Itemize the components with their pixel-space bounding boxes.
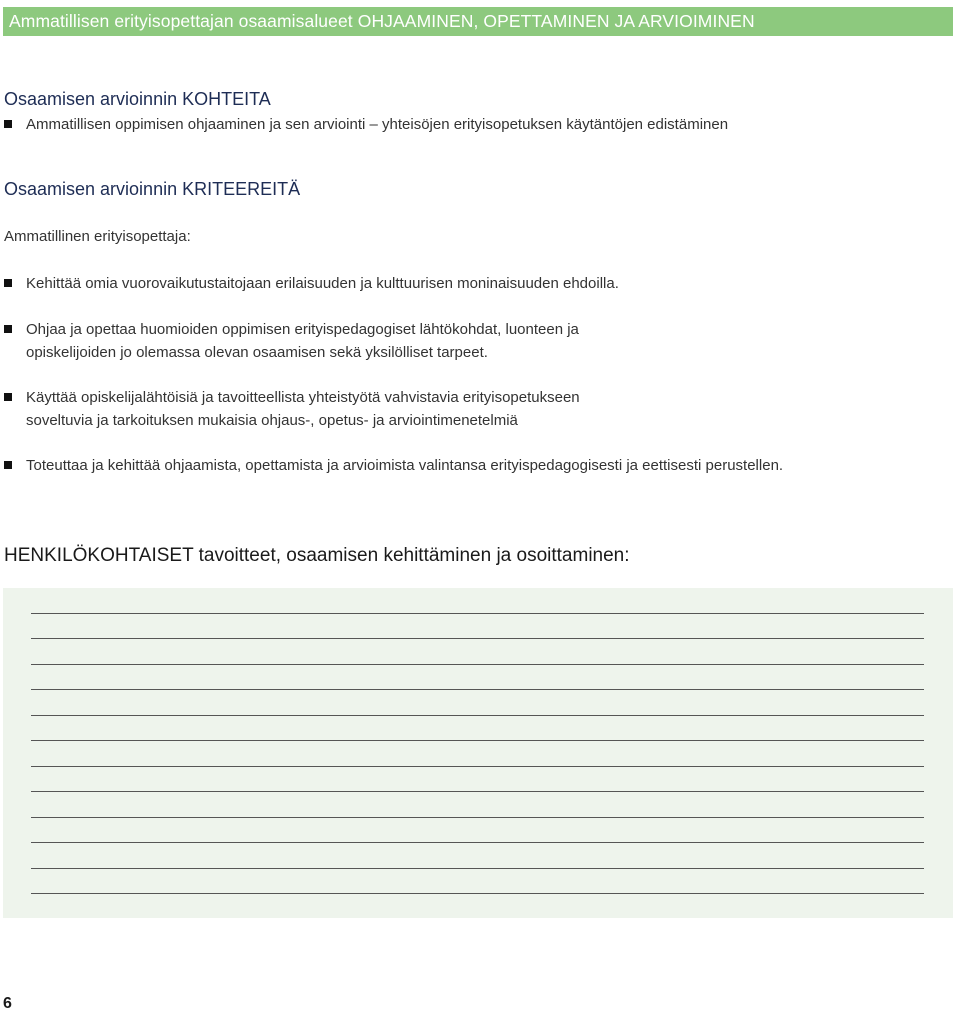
writing-line <box>31 638 924 639</box>
kriteeri-item <box>4 318 904 364</box>
writing-line <box>31 842 924 843</box>
writing-line <box>31 817 924 818</box>
writing-line <box>31 791 924 792</box>
page-number: 6 <box>3 995 12 1012</box>
kohteita-title: Osaamisen arvioinnin KOHTEITA <box>4 89 271 109</box>
personal-goals-title: HENKILÖKOHTAISET tavoitteet, osaamisen kehittäminen ja osoittaminen: <box>4 545 630 566</box>
bullet-square-icon <box>4 120 12 128</box>
kriteeri-item <box>4 272 904 296</box>
kriteeri-item <box>4 386 904 432</box>
kriteeri-item <box>4 454 904 478</box>
kriteeri-item-text: Kehittää omia vuorovaikutustaitojaan erilaisuuden ja kulttuurisen moninaisuuden ehdoilla. <box>26 275 619 292</box>
bullet-square-icon <box>4 461 12 469</box>
kriteeri-item-text: Ohjaa ja opettaa huomioiden oppimisen erityispedagogiset lähtökohdat, luonteen ja opiskelijoiden jo olemassa olevan osaamisen sekä yksilölliset tarpeet. <box>26 321 579 361</box>
bullet-square-icon <box>4 279 12 287</box>
writing-line <box>31 868 924 869</box>
writing-line <box>31 893 924 894</box>
personal-goals-writing-area[interactable] <box>3 588 953 918</box>
bullet-square-icon <box>4 325 12 333</box>
writing-line <box>31 740 924 741</box>
section-header-bar <box>3 7 953 36</box>
writing-line <box>31 664 924 665</box>
writing-line <box>31 715 924 716</box>
kriteeri-item-text: Toteuttaa ja kehittää ohjaamista, opettamista ja arvioimista valintansa erityispedagogisesti ja eettisesti perustellen. <box>26 457 784 474</box>
kriteereita-title: Osaamisen arvioinnin KRITEEREITÄ <box>4 179 301 199</box>
kohteita-item-text: Ammatillisen oppimisen ohjaaminen ja sen arviointi – yhteisöjen erityisopetuksen käytäntöjen edistäminen <box>26 116 729 133</box>
writing-line <box>31 689 924 690</box>
section-header-title: Ammatillisen erityisopettajan osaamisalueet OHJAAMINEN, OPETTAMINEN JA ARVIOIMINEN <box>9 11 755 31</box>
bullet-square-icon <box>4 393 12 401</box>
writing-line <box>31 766 924 767</box>
writing-line <box>31 613 924 614</box>
kriteeri-item-text: Käyttää opiskelijalähtöisiä ja tavoitteellista yhteistyötä vahvistavia erityisopetukseen soveltuvia ja tarkoituksen mukaisia ohjaus-, opetus- ja arviointimenetelmiä <box>26 389 580 429</box>
kriteereita-intro: Ammatillinen erityisopettaja: <box>4 228 191 245</box>
kohteita-item <box>4 113 904 137</box>
